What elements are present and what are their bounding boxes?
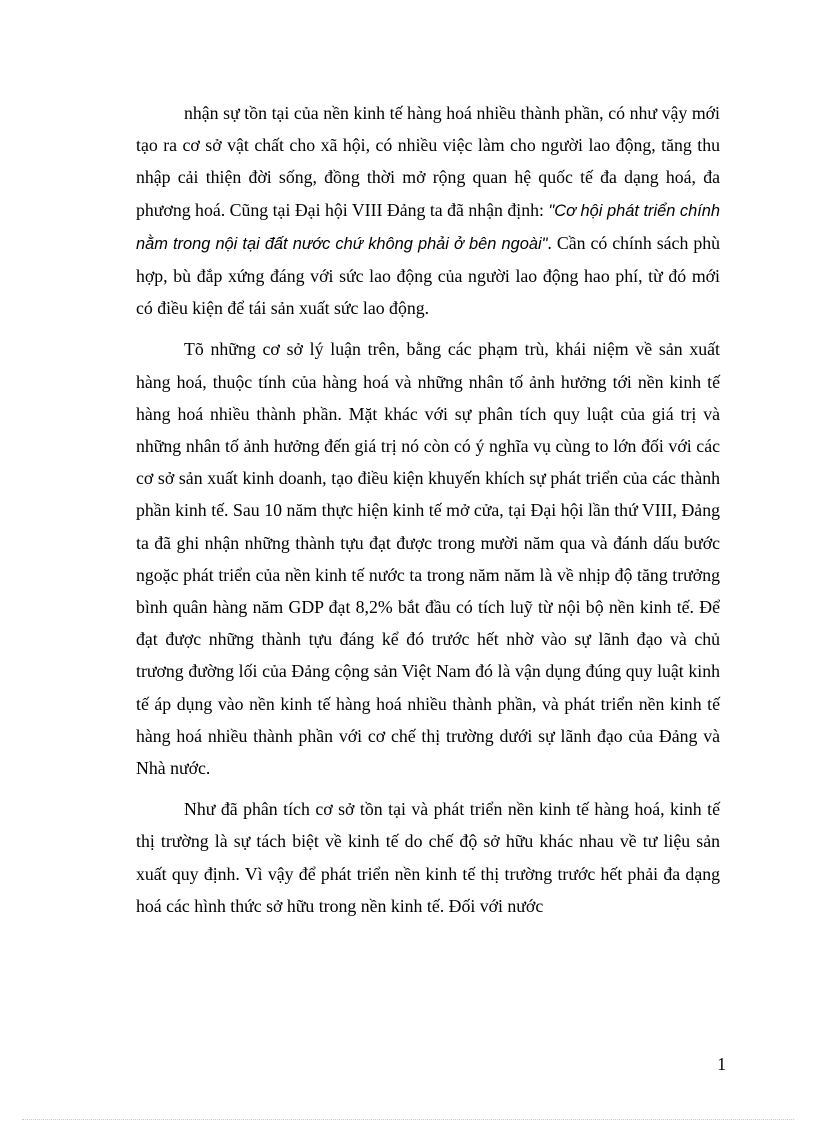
document-body (136, 97, 720, 931)
page-bottom-divider (22, 1119, 794, 1120)
paragraph-3: Như đã phân tích cơ sở tồn tại và phát triển nền kinh tế hàng hoá, kinh tế thị trường là sự tách biệt về kinh tế do chế độ sở hữu khác nhau về tư liệu sản xuất quy định. Vì vậy để phát triển nền kinh tế thị trường trước hết phải đa dạng hoá các hình thức sở hữu trong nền kinh tế. Đối với nước (136, 799, 720, 916)
paragraph-1-tail: . Cần có chính sách phù hợp, bù đắp xứng đáng với sức lao động của người lao động hao phí, từ đó mới có điều kiện để tái sản xuất sức lao động. (136, 232, 721, 319)
paragraph-1 (136, 97, 720, 324)
paragraph-2: Tõ những cơ sở lý luận trên, bằng các phạm trù, khái niệm về sản xuất hàng hoá, thuộc tính của hàng hoá và những nhân tố ảnh hưởng tới nền kinh tế hàng hoá nhiều thành phần. Mặt khác với sự phân tích quy luật của giá trị và những nhân tố ảnh hưởng đến giá trị nó còn có ý nghĩa vụ cùng to lớn đối với các cơ sở sản xuất kinh doanh, tạo điều kiện khuyến khích sự phát triển của các thành phần kinh tế. Sau 10 năm thực hiện kinh tế mở cửa, tại Đại hội lần thứ VIII, Đảng ta đã ghi nhận những thành tựu đạt được trong mười năm qua và đánh dấu bước ngoặc phát triển của nền kinh tế nước ta trong năm năm là về nhịp độ tăng trưởng bình quân hàng năm GDP đạt 8,2% bắt đầu có tích luỹ từ nội bộ nền kinh tế. Để đạt được những thành tựu đáng kể đó trước hết nhờ vào sự lãnh đạo và chủ trương đường lối của Đảng cộng sản Việt Nam đó là vận dụng đúng quy luật kinh tế áp dụng vào nền kinh tế hàng hoá nhiều thành phần, và phát triển nền kinh tế hàng hoá nhiều thành phần với cơ chế thị trường dưới sự lãnh đạo của Đảng và Nhà nước. (136, 339, 720, 779)
paragraph-1-quote: "Cơ hội phát triển chính nằm trong nội tại đất nước chứ không phải ở bên ngoài" (136, 201, 720, 253)
paragraph-1-lead: nhận sự tồn tại của nền kinh tế hàng hoá nhiều thành phần, có như vậy mới tạo ra cơ sở vật chất cho xã hội, có nhiều việc làm cho người lao động, tăng thu nhập cải thiện đời sống, đồng thời mở rộng quan hệ quốc tế đa dạng hoá, đa phương hoá. Cũng tại Đại hội VIII Đảng ta đã nhận định: (136, 103, 720, 220)
page-number: 1 (717, 1054, 726, 1074)
